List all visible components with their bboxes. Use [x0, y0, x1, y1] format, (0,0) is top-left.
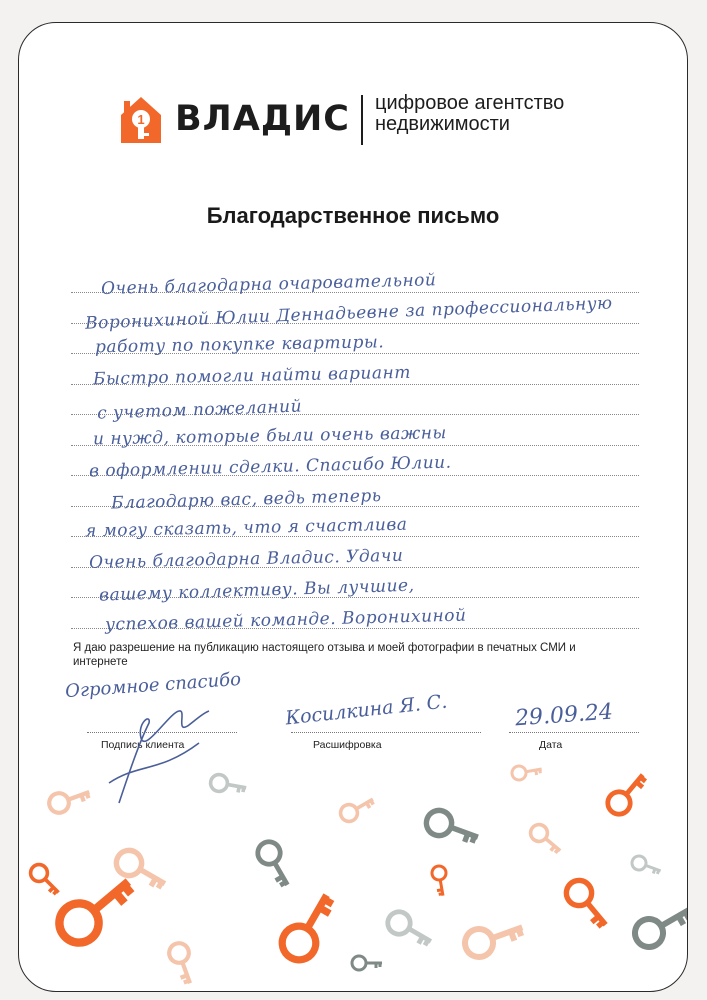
- brand-name: ВЛАДИС: [175, 99, 350, 139]
- signature-label: Подпись клиента: [101, 739, 185, 751]
- key-icon: [511, 762, 543, 781]
- key-icon: [603, 768, 651, 819]
- tagline-line-1: цифровое агентство: [375, 92, 565, 114]
- key-icon: [166, 940, 199, 986]
- handwritten-line: Быстро помогли найти вариант: [92, 362, 412, 389]
- handwritten-line: в оформлении сделки. Спасибо Юлии.: [88, 452, 452, 482]
- handwritten-line: я могу сказать, что я счастлива: [84, 514, 408, 542]
- house-key-icon: [119, 95, 163, 145]
- key-icon: [384, 908, 437, 951]
- key-icon: [630, 898, 687, 952]
- key-icon: [561, 875, 615, 933]
- logo-divider: [361, 95, 363, 145]
- handwritten-line: с учетом пожеланий: [96, 396, 303, 424]
- brand-tagline: [375, 93, 564, 135]
- date-line: [509, 731, 639, 733]
- handwritten-line: вашему коллективу. Вы лучшие,: [98, 575, 415, 606]
- logo-digit: 1: [137, 112, 145, 127]
- key-icon: [431, 865, 450, 897]
- handwritten-decoding: Косилкина Я. С.: [284, 690, 449, 730]
- key-icon: [27, 861, 64, 898]
- handwritten-line: работу по покупке квартиры.: [94, 332, 385, 358]
- handwritten-line: Благодарю вас, ведь теперь: [110, 485, 382, 514]
- key-icon: [209, 773, 247, 796]
- publication-consent: Я даю разрешение на публикацию настоящего отзыва и моей фотографии в печатных СМИ и интернете: [73, 642, 576, 668]
- handwritten-line: успехов вашей команде. Воронихиной: [104, 605, 467, 635]
- handwritten-date: 29.09.24: [514, 699, 614, 732]
- key-icon: [461, 914, 527, 961]
- decoding-label: Расшифровка: [313, 739, 382, 751]
- decoding-line: [291, 731, 481, 733]
- handwritten-line: Очень благодарна очаровательной: [100, 270, 437, 299]
- handwritten-line: Очень благодарна Владис. Удачи: [88, 545, 404, 573]
- key-icon: [630, 854, 663, 877]
- key-icon: [338, 792, 378, 825]
- key-icon: [276, 887, 341, 966]
- keys-decoration: [19, 743, 687, 991]
- letter-sheet: [18, 22, 688, 992]
- handwritten-line: и нужд, которые были очень важны: [92, 422, 447, 449]
- key-icon: [423, 807, 482, 849]
- key-icon: [51, 867, 141, 951]
- handwritten-thanks: Огромное спасибо: [64, 668, 242, 703]
- date-label: Дата: [539, 739, 563, 751]
- key-icon: [254, 838, 297, 891]
- key-icon: [527, 821, 565, 857]
- handwritten-line: Воронихиной Юлии Деннадьевне за профессиональную: [84, 292, 613, 334]
- key-icon: [352, 956, 382, 970]
- key-icon: [46, 783, 92, 816]
- tagline-line-2: недвижимости: [375, 113, 510, 135]
- letter-title: Благодарственное письмо: [206, 203, 500, 228]
